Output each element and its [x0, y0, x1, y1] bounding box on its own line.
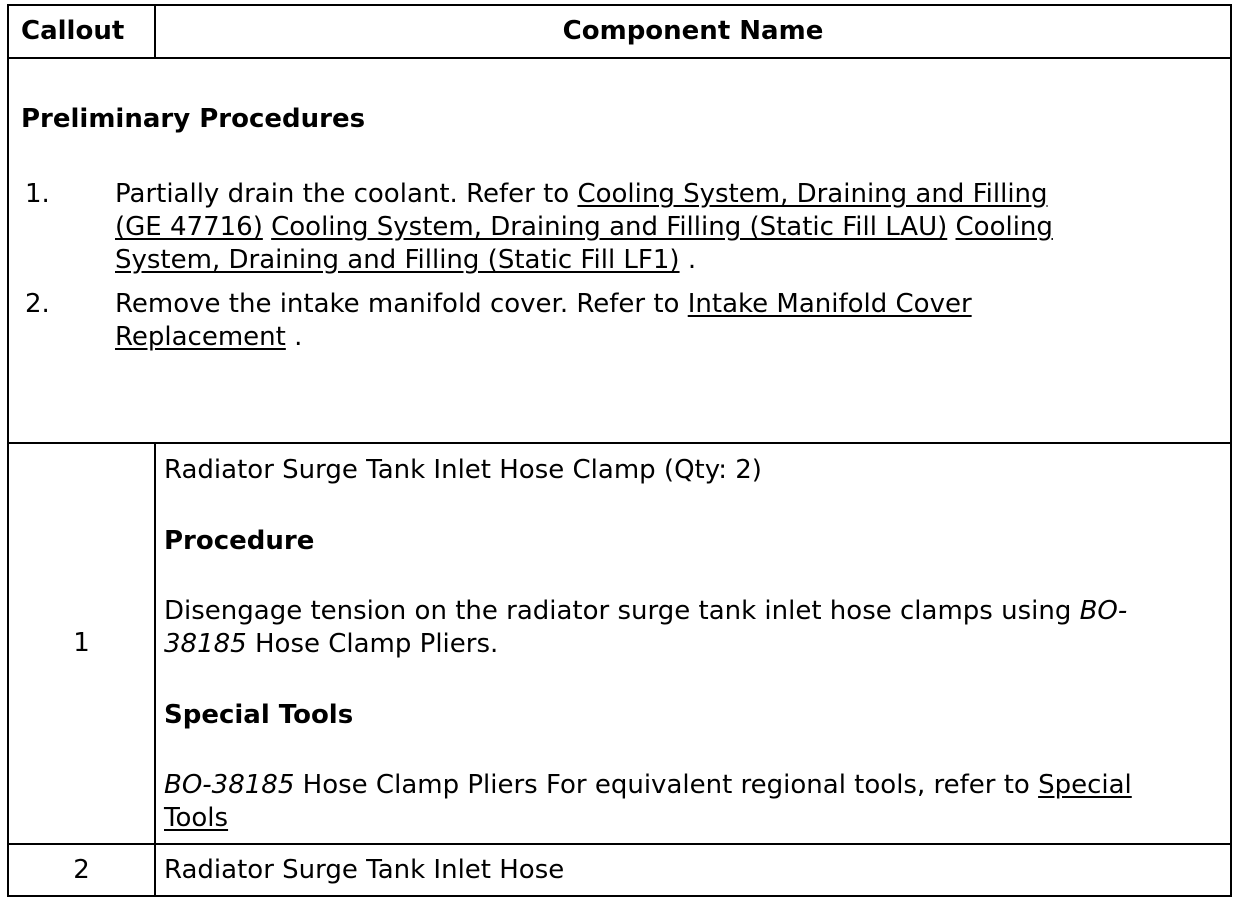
procedure-text — [164, 595, 1194, 661]
procedure-tool-number: BO-38185 — [164, 596, 1128, 659]
component-cell — [155, 844, 1231, 896]
preliminary-step-2 — [21, 288, 1095, 354]
link-cooling-system-ge-47716[interactable]: Cooling System, Draining and Filling (GE 47716) — [115, 179, 1048, 242]
procedure-text-before: Disengage tension on the radiator surge tank inlet hose clamps using — [164, 596, 1072, 626]
preliminary-procedures-row — [8, 58, 1231, 443]
component-name-column-header: Component Name — [155, 5, 1231, 58]
step-text: Remove the intake manifold cover. Refer to — [115, 289, 680, 319]
table-header-row — [8, 5, 1231, 58]
component-name: Radiator Surge Tank Inlet Hose Clamp (Qty: 2) — [164, 455, 762, 485]
special-tools-heading: Special Tools — [164, 700, 354, 730]
table-row — [8, 443, 1231, 844]
component-name: Radiator Surge Tank Inlet Hose — [164, 854, 565, 885]
special-tools-description: Hose Clamp Pliers For equivalent regional tools, refer to — [302, 770, 1030, 800]
step-number: 2. — [25, 289, 50, 319]
procedure-table — [7, 4, 1232, 897]
step-number: 1. — [25, 179, 50, 209]
link-intake-manifold-cover-replacement[interactable]: Intake Manifold Cover Replacement — [115, 289, 972, 352]
special-tools-tool-number: BO-38185 — [164, 770, 295, 800]
preliminary-steps-list — [21, 178, 1218, 354]
link-special-tools[interactable]: Special Tools — [164, 770, 1132, 833]
procedure-text-after: Hose Clamp Pliers. — [254, 629, 499, 659]
table-row — [8, 844, 1231, 896]
step-period: . — [687, 245, 697, 275]
link-cooling-system-static-fill-lf1[interactable]: Cooling System, Draining and Filling (Static Fill LF1) — [115, 212, 1053, 275]
step-period: . — [294, 322, 303, 352]
callout-cell: 2 — [8, 844, 155, 896]
step-text: Partially drain the coolant. Refer to — [115, 179, 570, 209]
preliminary-procedures-title: Preliminary Procedures — [21, 104, 366, 134]
procedure-heading: Procedure — [164, 526, 315, 556]
callout-column-header: Callout — [8, 5, 155, 58]
component-cell — [155, 443, 1231, 844]
callout-cell: 1 — [8, 443, 155, 844]
preliminary-step-1 — [21, 178, 1095, 277]
link-cooling-system-static-fill-lau[interactable]: Cooling System, Draining and Filling (Static Fill LAU) — [271, 212, 948, 242]
preliminary-procedures-cell — [8, 58, 1231, 443]
special-tools-text — [164, 769, 1194, 835]
